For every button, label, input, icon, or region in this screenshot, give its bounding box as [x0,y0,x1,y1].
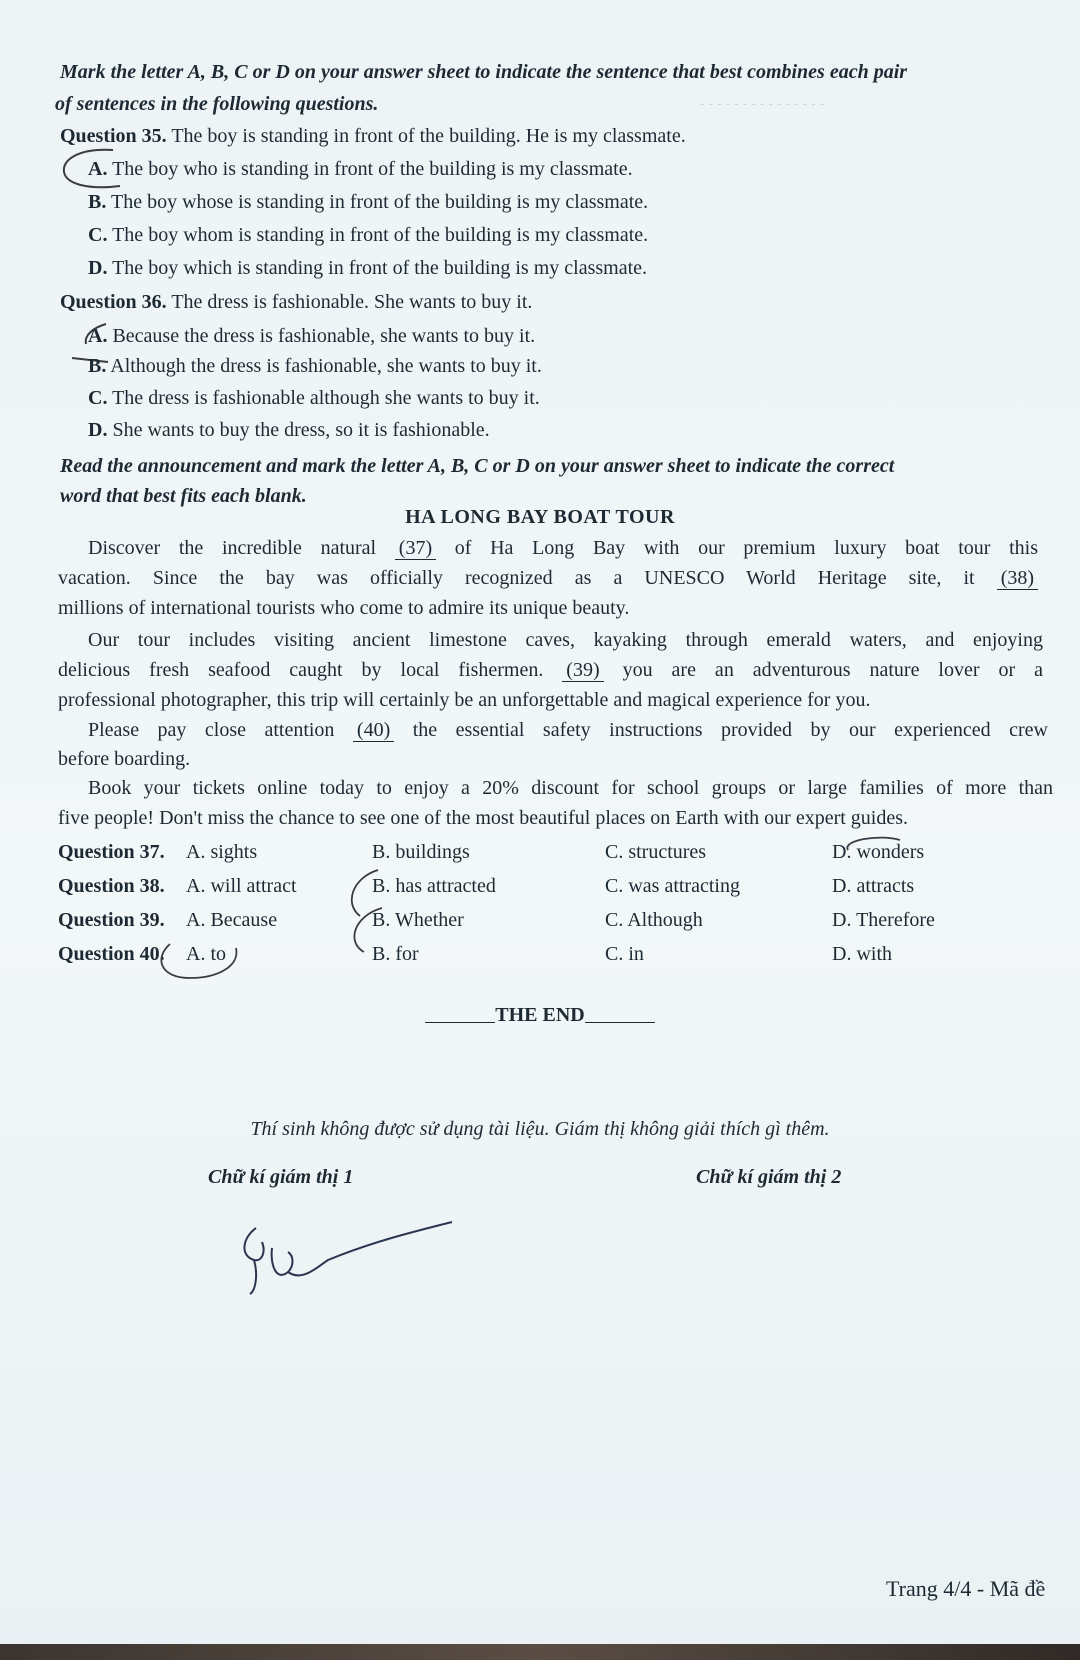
question-text: The dress is fashionable. She wants to buy it. [171,291,533,313]
question-label: Question 36. [60,291,167,313]
section2-instruction-line2: word that best fits each blank. [60,485,307,507]
q35-option-c[interactable]: C. The boy whom is standing in front of the building is my classmate. [88,224,649,246]
passage-p1-line1: Discover the incredible natural (37) of Ha Long Bay with our premium luxury boat tour this [88,537,1039,559]
q36-option-c[interactable]: C. The dress is fashionable although she wants to buy it. [88,387,540,409]
question-36-stem [60,288,532,316]
question-text: The boy is standing in front of the building. He is my classmate. [171,125,686,147]
bottom-shadow-edge [0,1644,1080,1660]
q38-option-b[interactable]: B. has attracted [372,875,496,897]
proctor-1-handwritten-signature [232,1212,462,1302]
passage-p2-line3: professional photographer, this trip will certainly be an unforgettable and magical experience for you. [58,689,871,711]
q40-option-a[interactable]: A. to [186,943,226,965]
q39-option-a[interactable]: A. Because [186,909,278,931]
q36-option-a[interactable]: A. Because the dress is fashionable, she wants to buy it. [88,325,536,347]
passage-p3-line2: before boarding. [58,748,191,770]
q38-option-a[interactable]: A. will attract [186,875,297,897]
q35-option-d[interactable]: D. The boy which is standing in front of the building is my classmate. [88,257,648,279]
question-label: Question 35. [60,125,167,147]
passage-p4-line1: Book your tickets online today to enjoy a 20% discount for school groups or large families of more than [88,777,1053,799]
blank-40: (40) [353,719,394,742]
q36-option-d[interactable]: D. She wants to buy the dress, so it is fashionable. [88,419,490,441]
q39-option-d[interactable]: D. Therefore [832,909,935,931]
q38-option-c[interactable]: C. was attracting [605,875,740,897]
answer-row-39: Question 39. [58,909,165,931]
q37-option-b[interactable]: B. buildings [372,841,470,863]
answer-row-37: Question 37. [58,841,165,863]
end-rule-right [585,1022,655,1023]
show-through-text: - - - - - - - - - - - - - - - [700,95,825,111]
q37-option-c[interactable]: C. structures [605,841,707,863]
q39-option-b[interactable]: B. Whether [372,909,464,931]
exam-note: Thí sinh không được sử dụng tài liệu. Giám thị không giải thích gì thêm. [250,1118,830,1140]
blank-39: (39) [562,659,603,682]
passage-p1-line2: vacation. Since the bay was officially recognized as a UNESCO World Heritage site, it (38) [58,564,1038,592]
q36-option-b[interactable]: B. Although the dress is fashionable, she wants to buy it. [88,355,542,377]
passage-p1-line3: millions of international tourists who come to admire its unique beauty. [58,597,630,619]
q38-option-d[interactable]: D. attracts [832,875,915,897]
proctor-2-signature-label: Chữ kí giám thị 2 [696,1166,842,1188]
answer-row-40: Question 40. [58,943,165,965]
section1-instruction-line1: Mark the letter A, B, C or D on your answer sheet to indicate the sentence that best combines each pair [60,61,908,83]
passage-p2-line2: delicious fresh seafood caught by local fishermen. (39) you are an adventurous nature lover or a [58,659,1043,681]
end-rule-left [425,1022,495,1023]
end-marker: THE END [0,1004,1080,1027]
hand-drawn-answer-marks [0,820,1080,980]
q37-option-d[interactable]: D. wonders [832,841,925,863]
question-35-stem [60,122,686,150]
page-footer: Trang 4/4 - Mã đề [886,1576,1046,1601]
passage-p3-line1: Please pay close attention (40) the essential safety instructions provided by our experienced crew [88,719,1049,741]
blank-37: (37) [395,537,436,560]
proctor-1-signature-label: Chữ kí giám thị 1 [208,1166,354,1188]
passage-p4-line2: five people! Don't miss the chance to see one of the most beautiful places on Earth with our expert guides. [58,807,909,829]
q40-option-b[interactable]: B. for [372,943,419,965]
hand-drawn-circle-mark [58,146,148,192]
q35-option-b[interactable]: B. The boy whose is standing in front of the building is my classmate. [88,191,649,213]
section2-instruction-line1: Read the announcement and mark the letter A, B, C or D on your answer sheet to indicate the correct [60,455,895,477]
q40-option-c[interactable]: C. in [605,943,644,965]
q40-option-d[interactable]: D. with [832,943,892,965]
q35-option-a[interactable]: A. The boy who is standing in front of the building is my classmate. [88,158,633,180]
blank-38: (38) [997,567,1038,590]
q37-option-a[interactable]: A. sights [186,841,258,863]
answer-row-38: Question 38. [58,875,165,897]
passage-title: HA LONG BAY BOAT TOUR [405,506,675,528]
q39-option-c[interactable]: C. Although [605,909,703,931]
section1-instruction-line2: of sentences in the following questions. [55,93,379,115]
passage-p2-line1: Our tour includes visiting ancient limestone caves, kayaking through emerald waters, and enjoying [88,629,1043,651]
